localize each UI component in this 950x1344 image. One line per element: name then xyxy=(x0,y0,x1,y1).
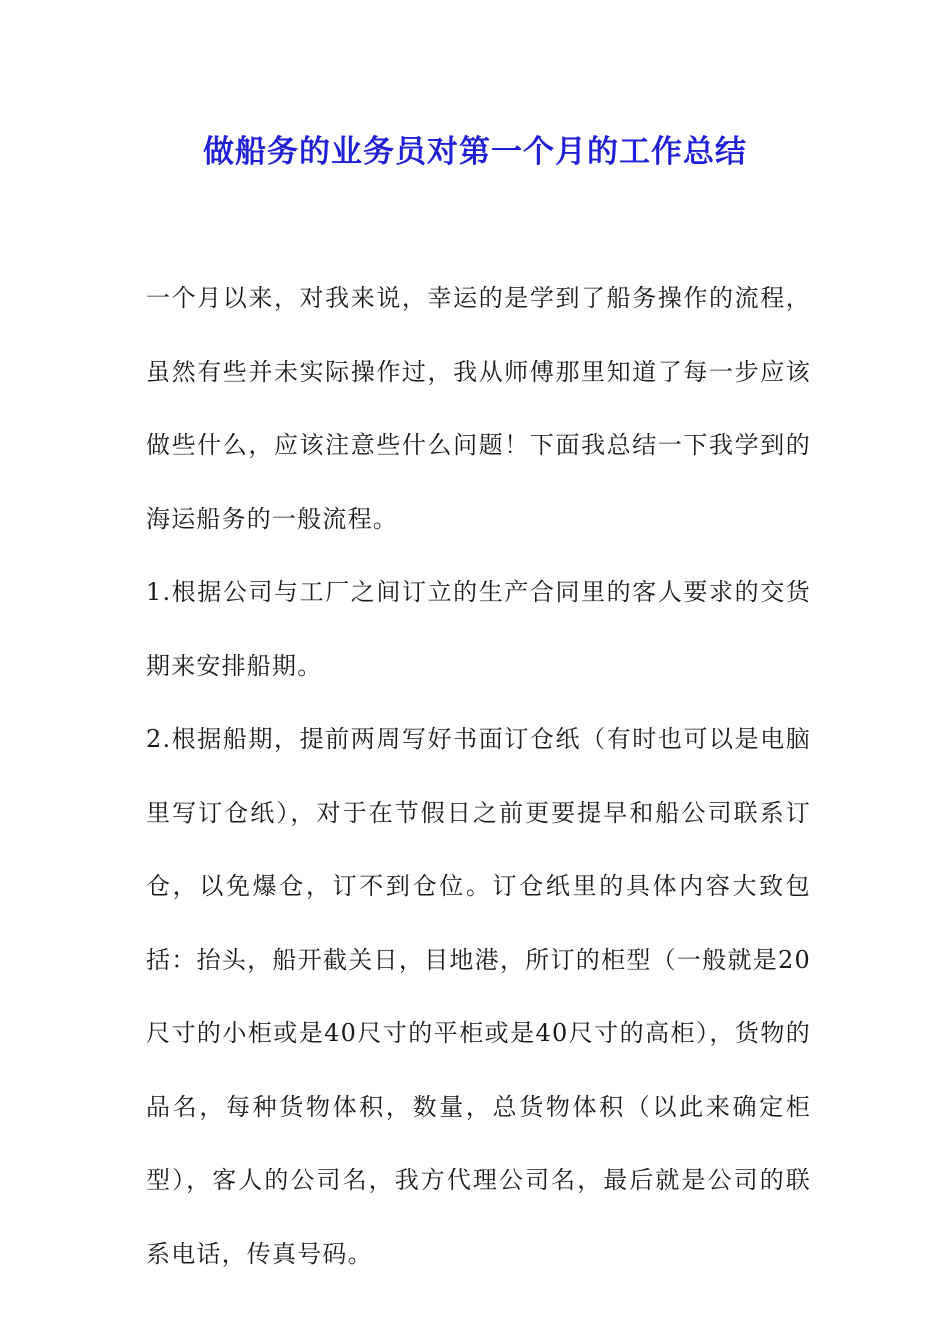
document-title: 做船务的业务员对第一个月的工作总结 xyxy=(203,134,747,170)
paragraph-step-1: 1.根据公司与工厂之间订立的生产合同里的客人要求的交货期来安排船期。 xyxy=(146,578,811,680)
paragraph-step-2: 2.根据船期，提前两周写好书面订仓纸（有时也可以是电脑里写订仓纸），对于在节假日之前更要提早和船公司联系订仓，以免爆仓，订不到仓位。订仓纸里的具体内容大致包括：抬头，船开截关日，目地港，所订的柜型（一般就是20尺寸的小柜或是40尺寸的平柜或是40尺寸的高柜），货物的品名，每种货物体积，数量，总货物体积（以此来确定柜型），客人的公司名，我方代理公司名，最后就是公司的联系电话，传真号码。 xyxy=(146,725,811,1268)
document-body xyxy=(146,262,811,1291)
paragraph-intro: 一个月以来，对我来说，幸运的是学到了船务操作的流程，虽然有些并未实际操作过，我从师傅那里知道了每一步应该做些什么，应该注意些什么问题！下面我总结一下我学到的海运船务的一般流程。 xyxy=(146,284,811,533)
